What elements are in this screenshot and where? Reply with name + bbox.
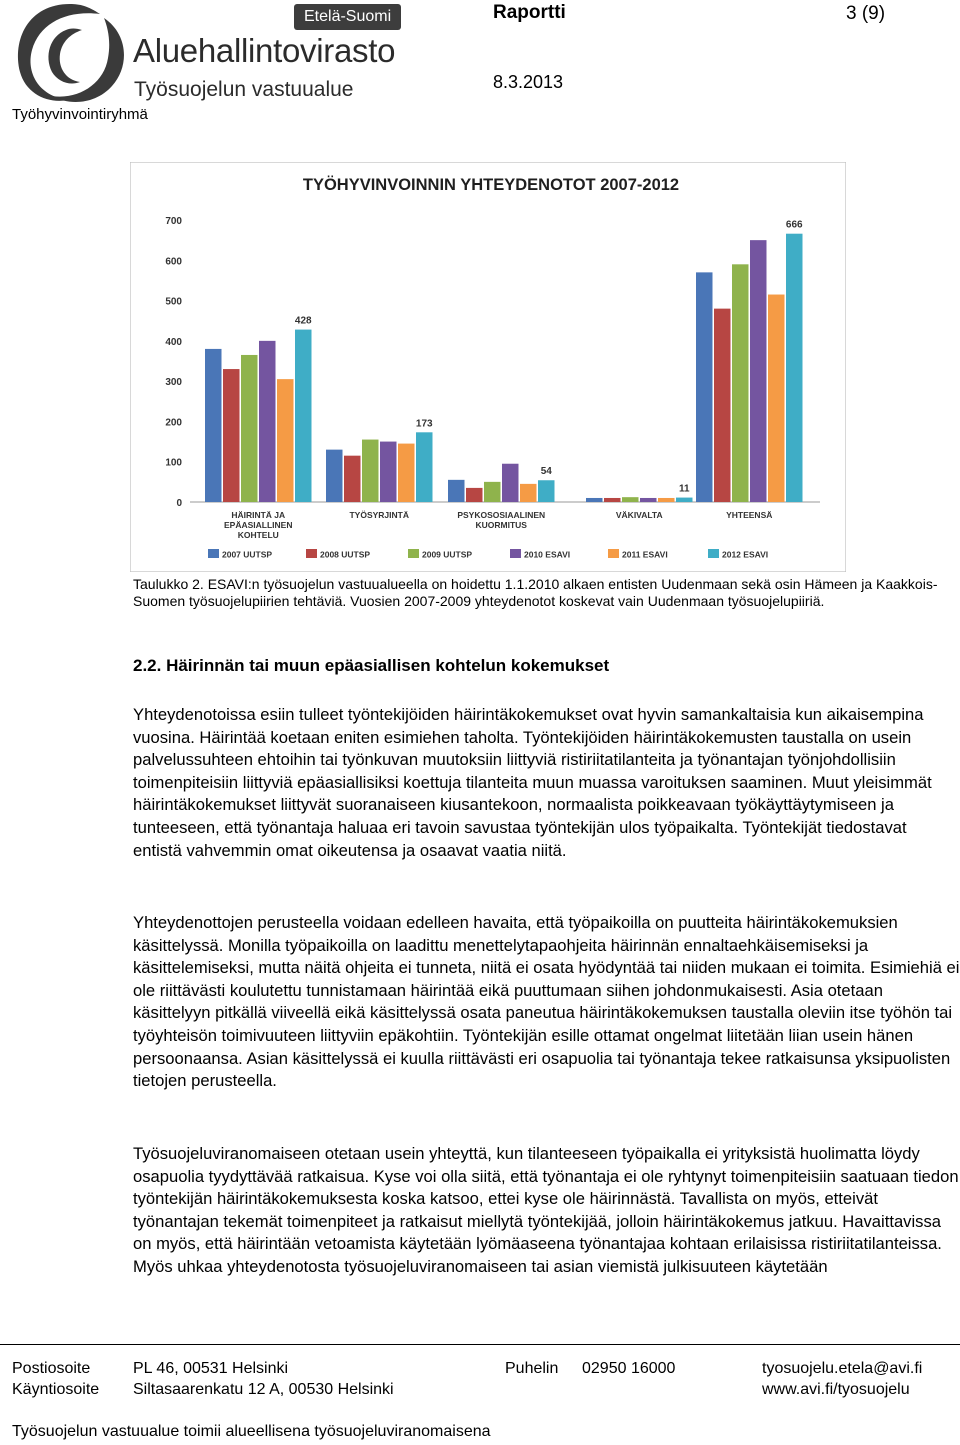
legend-label: 2010 ESAVI: [524, 549, 571, 560]
footer-phone-label: Puhelin: [505, 1360, 559, 1377]
bar: [205, 349, 222, 502]
bar: [696, 272, 713, 502]
y-tick-label: 600: [165, 256, 182, 268]
data-label: 666: [785, 219, 803, 231]
x-category-label: EPÄASIALLINEN: [224, 520, 293, 530]
bar: [448, 480, 465, 502]
bar: [768, 295, 785, 502]
x-category-label: TYÖSYRJINTÄ: [349, 510, 410, 520]
data-label: 428: [294, 315, 312, 327]
legend-swatch: [306, 549, 317, 558]
data-label: 173: [415, 418, 433, 430]
bar: [750, 240, 767, 502]
x-category-label: KUORMITUS: [475, 520, 527, 530]
legend-swatch: [708, 549, 719, 558]
legend-swatch: [510, 549, 521, 558]
bar: [676, 498, 693, 502]
bar: [732, 264, 749, 502]
x-category-label: PSYKOSOSIAALINEN: [457, 510, 546, 520]
y-tick-label: 400: [165, 336, 182, 348]
bar: [586, 498, 603, 502]
bar: [538, 480, 555, 502]
region-tab: Etelä-Suomi: [294, 4, 401, 30]
bar: [466, 488, 483, 502]
footer-visit-label: Käyntiosoite: [12, 1381, 100, 1398]
y-tick-label: 100: [165, 457, 182, 469]
data-label: 11: [678, 483, 690, 495]
legend-label: 2009 UUTSP: [422, 549, 473, 560]
bar: [241, 355, 258, 502]
bar: [520, 484, 537, 502]
bar: [640, 498, 657, 502]
footer-divider: [0, 1344, 960, 1345]
agency-swirl-logo: [8, 0, 133, 108]
footer-website[interactable]: www.avi.fi/tyosuojelu: [762, 1381, 910, 1398]
footer-postal-address: PL 46, 00531 Helsinki: [133, 1360, 289, 1377]
footer-tagline: Työsuojelun vastuualue toimii alueellisena työsuojeluviranomaisena: [12, 1423, 491, 1440]
bar: [259, 341, 276, 502]
footer-phone: 02950 16000: [582, 1360, 676, 1377]
section-heading: 2.2. Häirinnän tai muun epäasiallisen kohtelun kokemukset: [133, 656, 610, 675]
legend-swatch: [608, 549, 619, 558]
x-category-label: YHTEENSÄ: [726, 510, 773, 520]
y-tick-label: 300: [165, 377, 182, 389]
bar: [786, 234, 803, 502]
body-paragraph: Työsuojeluviranomaiseen otetaan usein yhteyttä, kun tilanteeseen työpaikalla ei yrityksistä huolimatta löydy osapuolia tyydyttävää ratkaisua. Kyse voi olla siitä, että työnantaja ei ole ryhtynyt toimenpiteisiin saatuaan tiedon työntekijän häirintäkokemuksesta koska katsoo, ettei kyse ole häirinnästä. Tavallista on myös, etteivät työnantajan tekemät toimenpiteet ja ratkaisut miellytä työntekijää, jolloin häirintäkokemus jatkuu. Havaittavissa on myös, että häirintään vetoamista käytetään lyömäaseena työnantajaa kohtaan erilaisissa ristiriitatilanteissa. Myös uhkaa yhteydenotosta työsuojeluviranomaiseen tai asian viemistä julkisuuteen käytetään: [133, 1144, 959, 1276]
footer-email[interactable]: tyosuojelu.etela@avi.fi: [762, 1360, 923, 1377]
legend-label: 2011 ESAVI: [622, 549, 668, 560]
y-tick-label: 500: [165, 296, 182, 308]
bar: [658, 498, 675, 502]
document-type: Raportti: [493, 2, 566, 23]
body-paragraph: Yhteydenottojen perusteella voidaan edelleen havaita, että työpaikoilla on puutteita häirintäkokemuksien käsittelyssä. Monilla työpaikoilla on laadittu menettelytapaohjeita häirinnän ennaltaehkäisemiseksi ja käsittelemiseksi, mutta näitä ohjeita ei tunneta, niitä ei osata hyödyntää tai niiden mukaan ei toimita. Esimiehiä ei ole riittävästi koulutettu tunnistamaan häirintää eikä puuttumaan siihen johdonmukaisesti. Asia otetaan käsittelyyn pitkällä viiveellä eikä käsittelyssä osata paneutua häirintäkokemuksen taustalla oleviin itse työhön tai työyhteisön toimivuuteen liittyviin epäkohtiin. Työntekijän esille ottamat ongelmat liitetään liian usein hänen persoonaansa. Asian käsittelyssä ei kuulla riittävästi eri osapuolia tai työnantaja tekee ratkaisunsa yksipuolisten tietojen perusteella.: [133, 913, 960, 1091]
bar: [502, 464, 519, 502]
y-tick-label: 700: [165, 216, 182, 227]
legend-swatch: [408, 549, 419, 558]
bar: [416, 432, 433, 502]
footer-postal-label: Postiosoite: [12, 1360, 91, 1377]
legend-label: 2007 UUTSP: [222, 549, 273, 560]
bar: [223, 369, 240, 502]
bar: [380, 442, 397, 502]
x-category-label: HÄIRINTÄ JA: [231, 510, 286, 520]
bar: [362, 440, 379, 502]
bar: [277, 379, 294, 502]
legend-swatch: [208, 549, 219, 558]
chart-title: TYÖHYVINVOINNIN YHTEYDENOTOT 2007-2012: [302, 176, 680, 194]
y-tick-label: 0: [176, 498, 182, 509]
data-label: 54: [540, 466, 552, 478]
bar: [344, 456, 361, 502]
legend-label: 2008 UUTSP: [320, 549, 371, 560]
bar: [622, 497, 639, 502]
bar: [714, 309, 731, 502]
bar: [604, 498, 621, 502]
bar-chart: [130, 162, 846, 572]
bar: [295, 330, 312, 502]
agency-name: Aluehallintovirasto: [133, 32, 396, 69]
footer-visit-address: Siltasaarenkatu 12 A, 00530 Helsinki: [133, 1381, 394, 1398]
group-name: Työhyvinvointiryhmä: [12, 106, 148, 123]
page-number: 3 (9): [846, 3, 886, 24]
bar: [484, 482, 501, 502]
body-paragraph: Yhteydenotoissa esiin tulleet työntekijöiden häirintäkokemukset ovat hyvin samankaltaisia kun aikaisempina vuosina. Häirintää koetaan eniten esimiehen taholta. Työntekijöiden häirintäkokemusten taustalla on usein palvelussuhteen ehtoihin tai työnkuvan muutoksiin liittyviä ristiriitatilanteita ja työnantajan työnjohdollisiin toimenpiteisiin liittyviä epäasiallisiksi koettuja tilanteita muun muassa varoituksen saaminen. Muut yleisimmät häirintäkokemukset liittyvät suoranaiseen kiusantekoon, normaalista poikkeavaan työkäyttäytymiseen ja tunteeseen, että työnantaja haluaa eri tavoin savustaa työntekijän ulos työpaikalta. Työntekijät tiedostavat entistä vahvemmin omat oikeutensa ja osaavat vaatia niitä.: [133, 705, 932, 860]
y-tick-label: 200: [165, 417, 182, 429]
bar: [398, 444, 415, 502]
legend-label: 2012 ESAVI: [722, 549, 769, 560]
bar: [326, 450, 343, 502]
x-category-label: KOHTELU: [237, 530, 279, 540]
x-category-label: VÄKIVALTA: [615, 510, 663, 520]
document-date: 8.3.2013: [493, 72, 564, 92]
department-name: Työsuojelun vastuualue: [134, 78, 354, 101]
table-caption: Taulukko 2. ESAVI:n työsuojelun vastuualueella on hoidettu 1.1.2010 alkaen entisten Uudenmaan sekä osin Hämeen ja Kaakkois-Suomen työsuojelupiirien tehtäviä. Vuosien 2007-2009 yhteydenotot koskevat vain Uudenmaan työsuojelupiiriä.: [133, 576, 938, 609]
